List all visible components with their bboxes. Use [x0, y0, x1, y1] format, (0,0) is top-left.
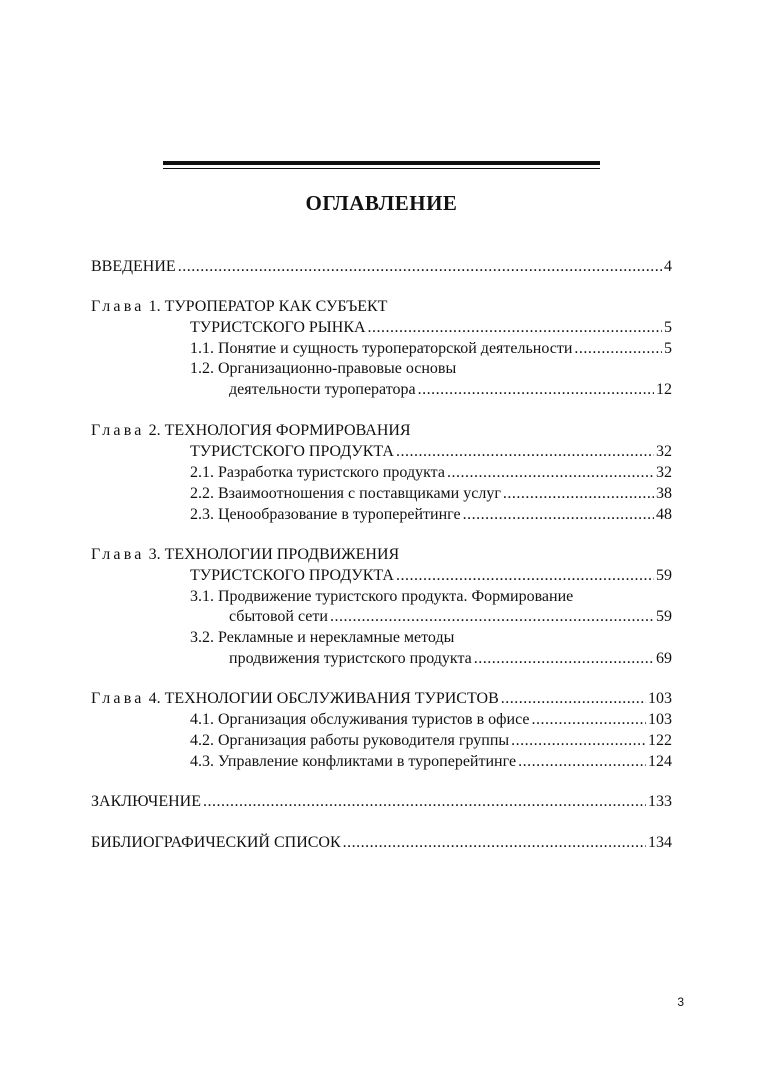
chapter-title: ТЕХНОЛОГИИ ПРОДВИЖЕНИЯ: [164, 546, 400, 563]
toc-page-number: 133: [648, 793, 672, 810]
chapter-title-cont: ТУРИСТСКОГО ПРОДУКТА: [190, 443, 394, 460]
toc-page-number: 32: [656, 464, 672, 481]
toc-page-number: 103: [648, 690, 672, 707]
toc-entry-bibliography[interactable]: [91, 832, 672, 854]
section-title: 1.1. Понятие и сущность туроператорской деятельности: [190, 340, 573, 357]
dot-leader: [396, 565, 654, 587]
section-title: 2.3. Ценообразование в туроперейтинге: [190, 506, 461, 523]
toc-entry-section-2-2[interactable]: [190, 483, 672, 505]
toc-entry-section-1-2-line1[interactable]: [190, 358, 456, 380]
toc-page-number: 134: [648, 834, 672, 851]
toc-entry-section-3-1-line1[interactable]: [190, 586, 573, 608]
chapter-title: ТУРОПЕРАТОР КАК СУБЪЕКТ: [164, 298, 388, 315]
toc-entry-section-4-1[interactable]: [190, 709, 672, 731]
toc-entry-section-1-1[interactable]: [190, 338, 672, 360]
toc-page-number: 124: [648, 753, 672, 770]
dot-leader: [511, 730, 646, 752]
dot-leader: [203, 791, 646, 813]
dot-leader: [518, 751, 646, 773]
dot-leader: [330, 606, 654, 628]
toc-page-number: 69: [656, 650, 672, 667]
chapter-number: 3.: [148, 546, 161, 563]
dot-leader: [574, 338, 662, 360]
toc-page-number: 4: [664, 258, 672, 275]
chapter-number: 1.: [148, 298, 161, 315]
section-title: 4.3. Управление конфликтами в туроперейтинге: [190, 753, 517, 770]
toc-page-number: 103: [648, 711, 672, 728]
section-title: 4.1. Организация обслуживания туристов в офисе: [190, 711, 530, 728]
page-title: ОГЛАВЛЕНИЕ: [305, 191, 458, 215]
chapter-word: Глава: [91, 546, 145, 563]
chapter-word: Глава: [91, 690, 145, 707]
dot-leader: [531, 709, 646, 731]
toc-entry-chapter-2[interactable]: [190, 441, 672, 463]
chapter-title-cont: ТУРИСТСКОГО РЫНКА: [190, 319, 366, 336]
toc-page-number: 5: [664, 319, 672, 336]
toc-entry-section-3-1[interactable]: [229, 606, 672, 628]
toc-entry-section-3-2[interactable]: [229, 648, 672, 670]
toc-page-number: 12: [656, 381, 672, 398]
dot-leader: [418, 379, 654, 401]
section-title: 1.2. Организационно-правовые основы: [190, 360, 457, 377]
toc-entry-chapter-4[interactable]: [91, 688, 672, 710]
toc-page-number: 59: [656, 608, 672, 625]
dot-leader: [368, 317, 662, 339]
section-title: 2.2. Взаимоотношения с поставщиками услуг: [190, 485, 501, 502]
toc-page-number: 59: [656, 567, 672, 584]
section-title: 3.2. Рекламные и нерекламные методы: [190, 629, 455, 646]
toc-entry-section-4-3[interactable]: [190, 751, 672, 773]
section-title-cont: деятельности туроператора: [229, 381, 416, 398]
toc-entry-conclusion[interactable]: [91, 791, 672, 813]
chapter-heading-4: [91, 688, 499, 710]
section-title-cont: продвижения туристского продукта: [229, 650, 472, 667]
chapter-title-cont: ТУРИСТСКОГО ПРОДУКТА: [190, 567, 394, 584]
chapter-title: ТЕХНОЛОГИЯ ФОРМИРОВАНИЯ: [164, 422, 411, 439]
section-title: 3.1. Продвижение туристского продукта. Формирование: [190, 588, 574, 605]
chapter-word: Глава: [91, 298, 145, 315]
chapter-heading-1[interactable]: [91, 296, 387, 318]
heading-rule-thick: [163, 161, 600, 165]
dot-leader: [343, 832, 646, 854]
toc-entry-intro[interactable]: [91, 256, 672, 278]
heading-rule-thin: [163, 168, 600, 169]
chapter-number: 2.: [148, 422, 161, 439]
toc-entry-section-1-2[interactable]: [229, 379, 672, 401]
chapter-word: Глава: [91, 422, 145, 439]
toc-page-number: 48: [656, 506, 672, 523]
toc-entry-section-2-3[interactable]: [190, 504, 672, 526]
chapter-number: 4.: [148, 690, 161, 707]
toc-entry-text: БИБЛИОГРАФИЧЕСКИЙ СПИСОК: [91, 834, 341, 851]
toc-entry-section-2-1[interactable]: [190, 462, 672, 484]
dot-leader: [447, 462, 654, 484]
dot-leader: [474, 648, 654, 670]
toc-entry-section-4-2[interactable]: [190, 730, 672, 752]
dot-leader: [503, 483, 654, 505]
dot-leader: [396, 441, 654, 463]
chapter-heading-2[interactable]: [91, 420, 411, 442]
section-title: 2.1. Разработка туристского продукта: [190, 464, 445, 481]
section-title: 4.2. Организация работы руководителя группы: [190, 732, 510, 749]
page-number: 3: [677, 995, 684, 1009]
chapter-title: ТЕХНОЛОГИИ ОБСЛУЖИВАНИЯ ТУРИСТОВ: [164, 690, 499, 707]
toc-entry-text: ВВЕДЕНИЕ: [91, 258, 176, 275]
dot-leader: [501, 688, 646, 710]
section-title-cont: сбытовой сети: [229, 608, 328, 625]
toc-entry-text: ЗАКЛЮЧЕНИЕ: [91, 793, 201, 810]
toc-page-number: 5: [664, 340, 672, 357]
toc-entry-chapter-3[interactable]: [190, 565, 672, 587]
toc-page-number: 32: [656, 443, 672, 460]
toc-page-number: 122: [648, 732, 672, 749]
chapter-heading-3[interactable]: [91, 544, 399, 566]
toc-page-number: 38: [656, 485, 672, 502]
dot-leader: [463, 504, 654, 526]
dot-leader: [178, 256, 662, 278]
toc-entry-section-3-2-line1[interactable]: [190, 627, 454, 649]
toc-entry-chapter-1[interactable]: [190, 317, 672, 339]
